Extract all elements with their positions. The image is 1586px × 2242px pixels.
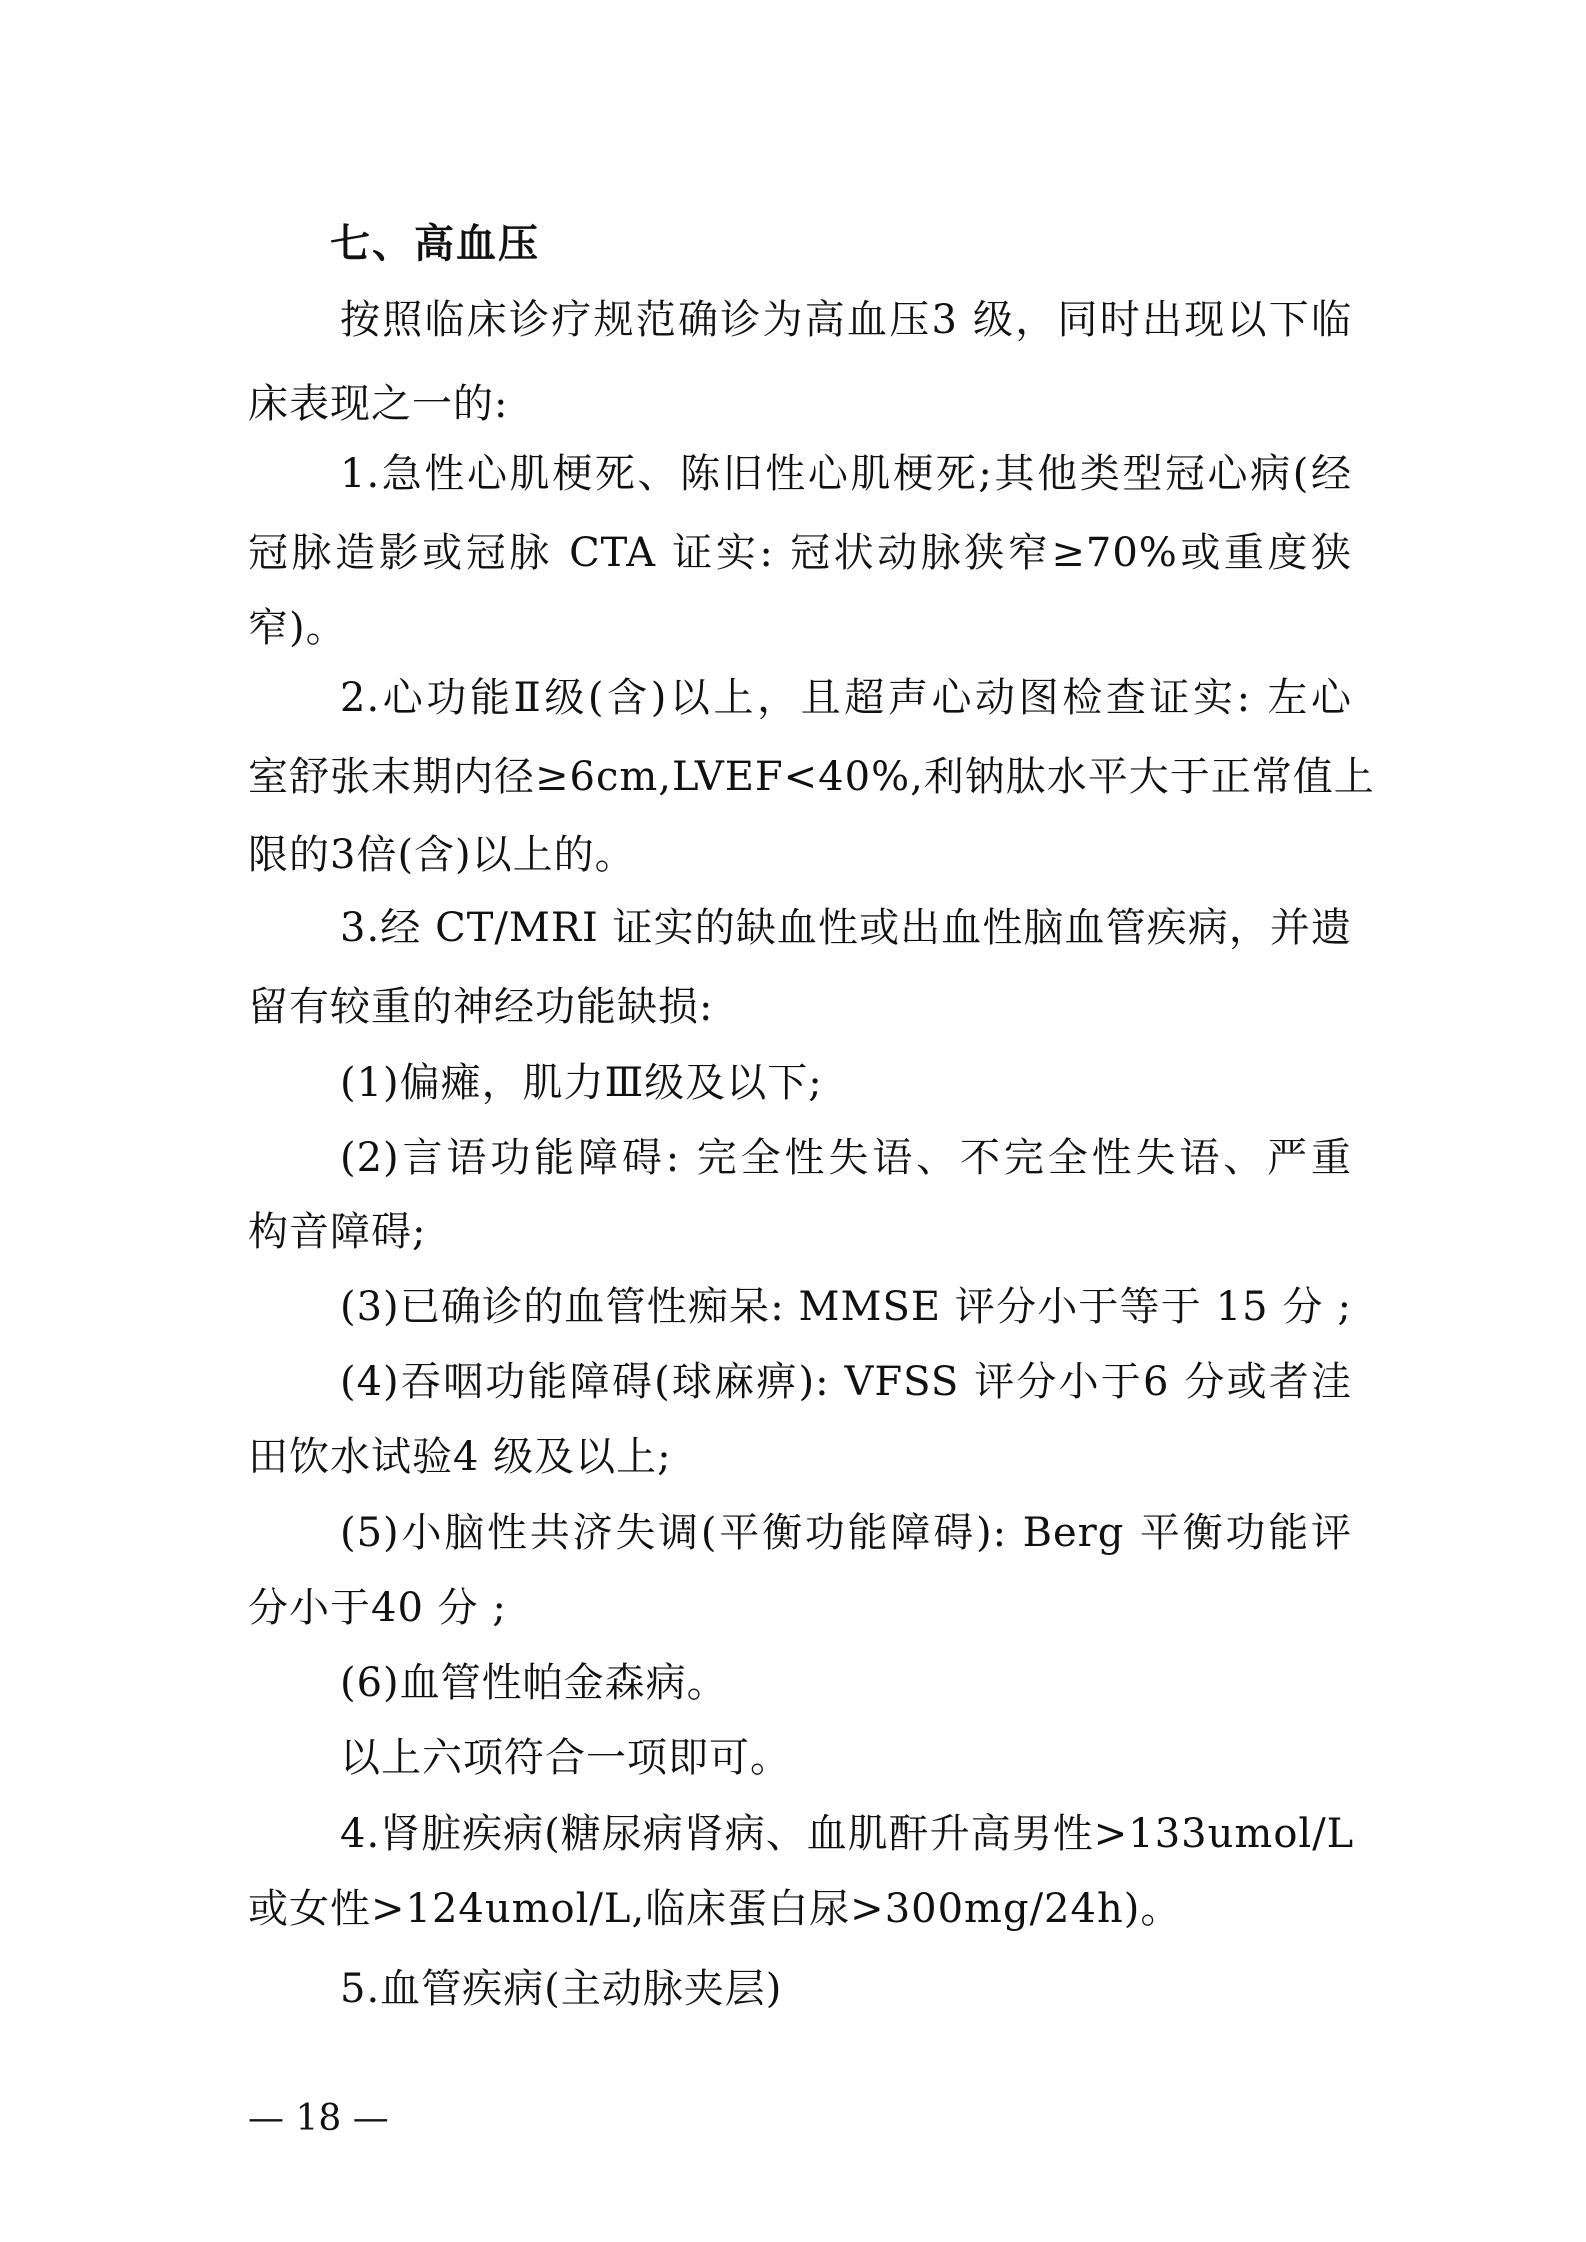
sub-item-1-line: (1)偏瘫，肌力Ⅲ级及以下; [340, 1060, 823, 1106]
paragraph-line: 按照临床诊疗规范确诊为高血压3 级，同时出现以下临 [340, 297, 1352, 343]
page-number: — 18 — [248, 2098, 389, 2139]
sub-item-6-line: (6)血管性帕金森病。 [340, 1660, 728, 1706]
list-item-1-line: 1.急性心肌梗死、陈旧性心肌梗死;其他类型冠心病(经 [340, 451, 1352, 497]
list-item-2-line: 2.心功能Ⅱ级(含)以上，且超声心动图检查证实: 左心 [340, 675, 1352, 721]
sub-item-4-line: 田饮水试验4 级及以上; [248, 1434, 672, 1480]
sub-item-3-line: (3)已确诊的血管性痴呆: MMSE 评分小于等于 15 分 ; [340, 1284, 1352, 1330]
list-item-4-line: 或女性>124umol/L,临床蛋白尿>300mg/24h)。 [248, 1886, 1182, 1932]
sub-item-2-line: 构音障碍; [248, 1209, 427, 1255]
list-item-2-line: 室舒张末期内径≥6cm,LVEF<40%,利钠肽水平大于正常值上 [248, 754, 1375, 800]
section-title: 七、高血压 [330, 221, 540, 267]
list-item-1-line: 冠脉造影或冠脉 CTA 证实: 冠状动脉狭窄≥70%或重度狭 [248, 530, 1352, 576]
sub-item-2-line: (2)言语功能障碍: 完全性失语、不完全性失语、严重 [340, 1135, 1352, 1181]
summary-line: 以上六项符合一项即可。 [340, 1735, 791, 1781]
list-item-4-line: 4.肾脏疾病(糖尿病肾病、血肌酐升高男性>133umol/L [340, 1811, 1355, 1857]
list-item-3-line: 留有较重的神经功能缺损: [248, 984, 714, 1030]
list-item-2-line: 限的3倍(含)以上的。 [248, 832, 636, 878]
paragraph-line: 床表现之一的: [248, 381, 509, 427]
sub-item-5-line: (5)小脑性共济失调(平衡功能障碍): Berg 平衡功能评 [340, 1510, 1352, 1556]
sub-item-4-line: (4)吞咽功能障碍(球麻痹): VFSS 评分小于6 分或者洼 [340, 1359, 1352, 1405]
list-item-3-line: 3.经 CT/MRI 证实的缺血性或出血性脑血管疾病，并遗 [340, 905, 1352, 951]
list-item-1-line: 窄)。 [248, 605, 347, 651]
list-item-5-line: 5.血管疾病(主动脉夹层) [340, 1966, 783, 2012]
sub-item-5-line: 分小于40 分 ; [248, 1585, 507, 1631]
